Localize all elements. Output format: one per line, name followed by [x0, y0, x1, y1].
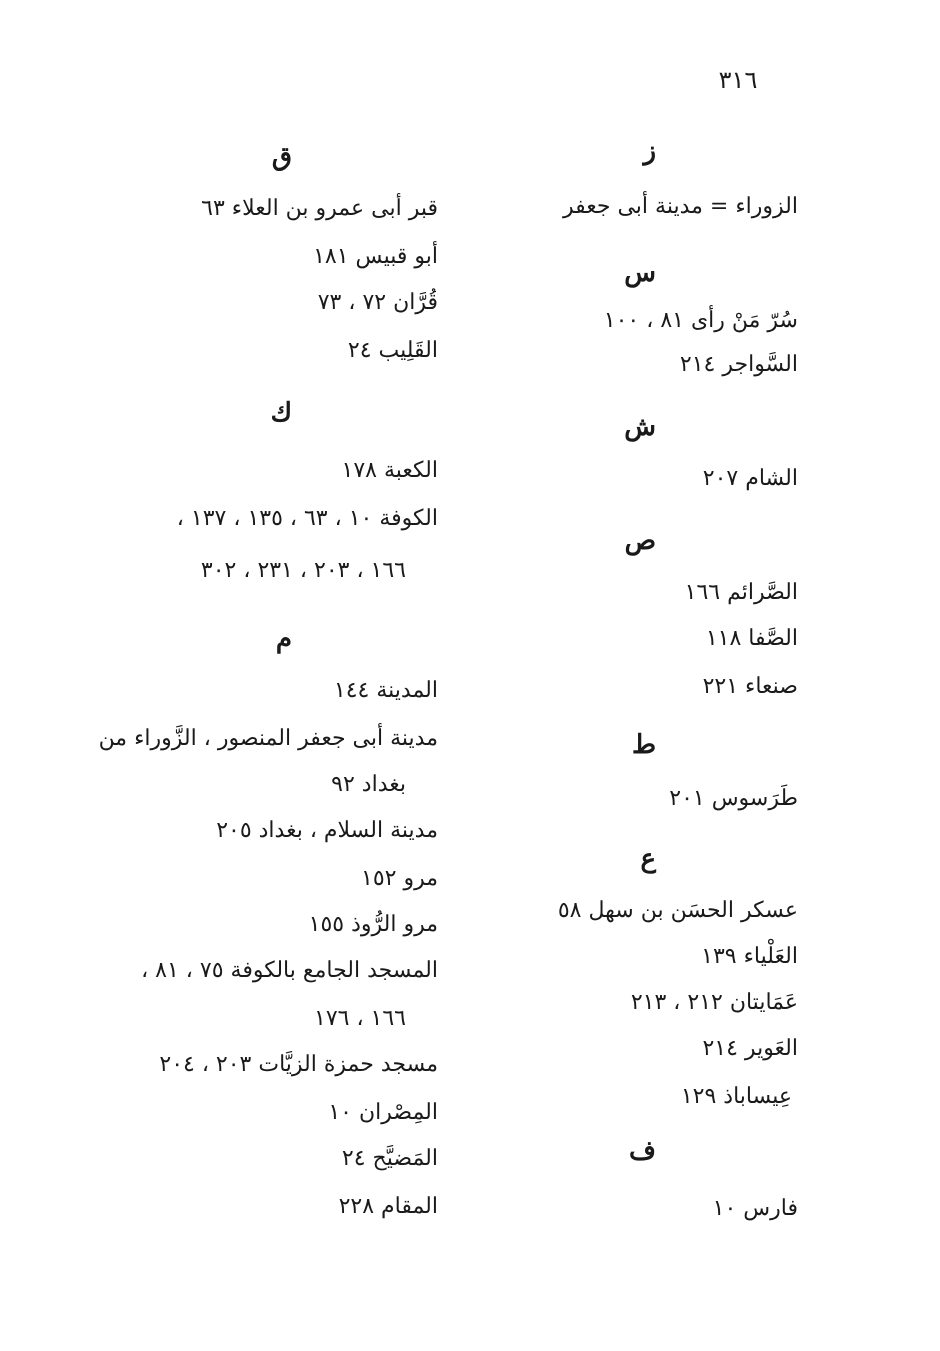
section-letter-kaf: ك	[270, 398, 292, 428]
section-letter-mim: م	[275, 624, 292, 654]
index-entry: مسجد حمزة الزيَّات ٢٠٣ ، ٢٠٤	[159, 1052, 438, 1077]
index-entry: القَلِيب ٢٤	[347, 338, 438, 363]
index-entry: المسجد الجامع بالكوفة ٧٥ ، ٨١ ،	[141, 958, 438, 983]
index-entry: قبر أبى عمرو بن العلاء ٦٣	[201, 196, 438, 221]
index-entry-continuation: بغداد ٩٢	[331, 772, 406, 797]
index-entry: المَضيَّح ٢٤	[341, 1146, 438, 1171]
page-number: ٣١٦	[718, 66, 758, 94]
index-entry: المدينة ١٤٤	[333, 678, 438, 703]
index-entry: مرو ١٥٢	[361, 866, 438, 891]
index-entry-continuation: ١٦٦ ، ١٧٦	[314, 1006, 406, 1031]
index-entry: الكوفة ١٠ ، ٦٣ ، ١٣٥ ، ١٣٧ ،	[176, 506, 438, 531]
index-entry: سُرّ مَنْ رأى ٨١ ، ١٠٠	[603, 308, 798, 333]
index-entry: مرو الرُّوذ ١٥٥	[308, 912, 438, 937]
index-entry: مدينة السلام ، بغداد ٢٠٥	[216, 818, 438, 843]
index-entry: الشام ٢٠٧	[702, 466, 798, 491]
index-entry: عسكر الحسَن بن سهل ٥٨	[557, 898, 798, 923]
index-entry: الزوراء = مدينة أبى جعفر	[562, 194, 798, 219]
index-entry: صنعاء ٢٢١	[702, 674, 798, 699]
index-entry-continuation: ١٦٦ ، ٢٠٣ ، ٢٣١ ، ٣٠٢	[200, 558, 406, 583]
index-entry: الصَّرائم ١٦٦	[684, 580, 798, 605]
section-letter-fa: ف	[629, 1136, 656, 1166]
index-entry: الكعبة ١٧٨	[341, 458, 438, 483]
index-entry: قُرَّان ٧٢ ، ٧٣	[317, 290, 438, 315]
index-entry: أبو قبيس ١٨١	[313, 244, 438, 269]
section-letter-zay: ز	[643, 136, 656, 166]
index-entry: عَمَايتان ٢١٢ ، ٢١٣	[630, 990, 798, 1015]
section-letter-ayn: ع	[640, 844, 656, 874]
index-entry: العَوير ٢١٤	[702, 1036, 798, 1061]
index-entry: السَّواجر ٢١٤	[679, 352, 798, 377]
index-entry: المِصْران ١٠	[328, 1100, 438, 1125]
index-entry: فارس ١٠	[712, 1196, 798, 1221]
section-letter-sad: ص	[624, 526, 656, 556]
index-entry: العَلْياء ١٣٩	[701, 944, 798, 969]
section-letter-sin: س	[624, 258, 656, 288]
section-letter-shin: ش	[624, 412, 656, 442]
index-entry: طَرَسوس ٢٠١	[669, 786, 798, 811]
index-entry: المقام ٢٢٨	[338, 1194, 438, 1219]
index-entry: مدينة أبى جعفر المنصور ، الزَّوراء من	[98, 726, 438, 751]
section-letter-qaf: ق	[271, 142, 292, 172]
index-entry: الصَّفا ١١٨	[705, 626, 798, 651]
index-entry: عِيساباذ ١٢٩	[680, 1084, 792, 1109]
section-letter-ta: ط	[631, 730, 656, 760]
